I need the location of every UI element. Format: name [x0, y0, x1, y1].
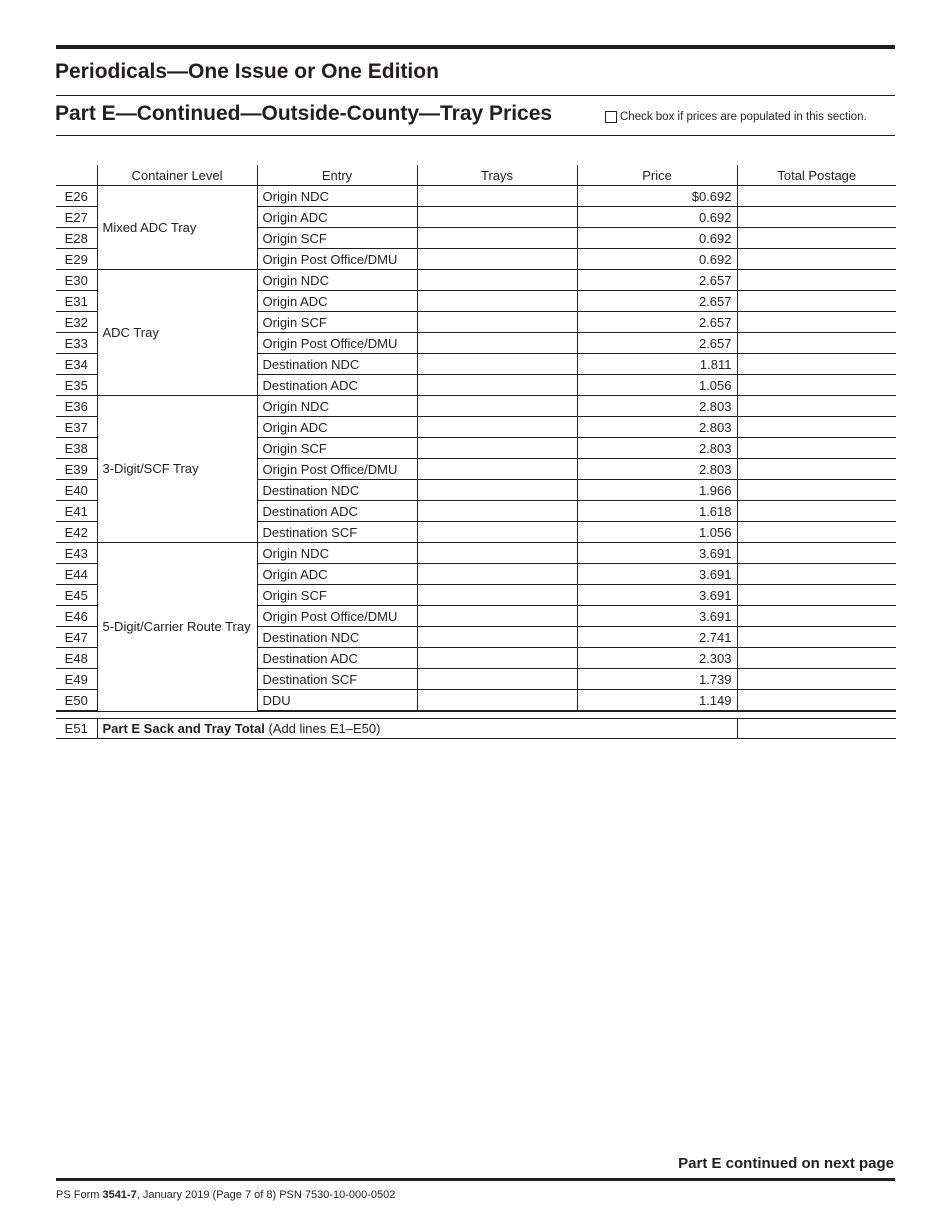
entry-cell: Destination NDC [257, 627, 417, 648]
line-number: E31 [56, 291, 97, 312]
total-postage-input-cell[interactable] [737, 564, 896, 585]
price-cell: 0.692 [577, 207, 737, 228]
price-cell: 3.691 [577, 543, 737, 564]
total-label [97, 719, 737, 739]
part-title: Part E—Continued—Outside-County—Tray Prices [55, 102, 553, 125]
total-label-note: (Add lines E1–E50) [264, 721, 381, 736]
line-number: E48 [56, 648, 97, 669]
entry-cell: Origin NDC [257, 186, 417, 207]
trays-input-cell[interactable] [417, 270, 577, 291]
entry-cell: Origin NDC [257, 270, 417, 291]
total-postage-input-cell[interactable] [737, 627, 896, 648]
footer-details: , January 2019 (Page 7 of 8) PSN 7530-10-000-0502 [136, 1189, 396, 1201]
table-row [56, 543, 896, 564]
line-number: E43 [56, 543, 97, 564]
total-postage-input-cell[interactable] [737, 291, 896, 312]
total-postage-input-cell[interactable] [737, 312, 896, 333]
total-postage-input-cell[interactable] [737, 669, 896, 690]
entry-cell: Origin ADC [257, 417, 417, 438]
trays-input-cell[interactable] [417, 333, 577, 354]
trays-input-cell[interactable] [417, 690, 577, 712]
line-number: E30 [56, 270, 97, 291]
column-header-container-level: Container Level [97, 165, 257, 186]
total-postage-input-cell[interactable] [737, 417, 896, 438]
price-cell: 1.966 [577, 480, 737, 501]
trays-input-cell[interactable] [417, 606, 577, 627]
entry-cell: Origin NDC [257, 543, 417, 564]
trays-input-cell[interactable] [417, 207, 577, 228]
total-postage-input-cell[interactable] [737, 186, 896, 207]
trays-input-cell[interactable] [417, 417, 577, 438]
table-body [56, 186, 896, 712]
price-cell: 3.691 [577, 564, 737, 585]
entry-cell: Destination SCF [257, 669, 417, 690]
line-number: E50 [56, 690, 97, 712]
total-postage-input-cell[interactable] [737, 333, 896, 354]
entry-cell: DDU [257, 690, 417, 712]
line-number: E37 [56, 417, 97, 438]
trays-input-cell[interactable] [417, 228, 577, 249]
column-header-entry: Entry [257, 165, 417, 186]
entry-cell: Destination ADC [257, 375, 417, 396]
line-number: E47 [56, 627, 97, 648]
price-cell: 1.739 [577, 669, 737, 690]
trays-input-cell[interactable] [417, 501, 577, 522]
trays-input-cell[interactable] [417, 564, 577, 585]
price-cell: 1.149 [577, 690, 737, 712]
entry-cell: Destination SCF [257, 522, 417, 543]
price-cell: 2.741 [577, 627, 737, 648]
trays-input-cell[interactable] [417, 669, 577, 690]
price-cell: 3.691 [577, 585, 737, 606]
total-postage-input-cell[interactable] [737, 228, 896, 249]
total-postage-input-cell[interactable] [737, 270, 896, 291]
trays-input-cell[interactable] [417, 438, 577, 459]
price-cell: 2.803 [577, 396, 737, 417]
line-number: E26 [56, 186, 97, 207]
tray-prices-table [56, 165, 896, 712]
trays-input-cell[interactable] [417, 375, 577, 396]
total-table [56, 718, 896, 739]
top-rule [56, 45, 895, 49]
line-number: E34 [56, 354, 97, 375]
line-number: E33 [56, 333, 97, 354]
line-number: E46 [56, 606, 97, 627]
bottom-rule [56, 1178, 895, 1181]
price-cell: 1.056 [577, 375, 737, 396]
form-title: Periodicals—One Issue or One Edition [55, 60, 439, 83]
container-level-cell: 5-Digit/Carrier Route Tray [97, 543, 257, 712]
line-number: E35 [56, 375, 97, 396]
price-cell: 2.657 [577, 312, 737, 333]
line-number: E42 [56, 522, 97, 543]
total-postage-input-cell[interactable] [737, 543, 896, 564]
line-number: E27 [56, 207, 97, 228]
total-postage-input-cell[interactable] [737, 249, 896, 270]
total-amount-field[interactable] [737, 719, 896, 739]
price-cell: 0.692 [577, 228, 737, 249]
trays-input-cell[interactable] [417, 396, 577, 417]
price-cell: 1.618 [577, 501, 737, 522]
header-divider [56, 135, 895, 136]
trays-input-cell[interactable] [417, 585, 577, 606]
line-number: E39 [56, 459, 97, 480]
line-number: E45 [56, 585, 97, 606]
trays-input-cell[interactable] [417, 312, 577, 333]
price-cell: 2.303 [577, 648, 737, 669]
trays-input-cell[interactable] [417, 291, 577, 312]
price-cell: 1.811 [577, 354, 737, 375]
entry-cell: Origin Post Office/DMU [257, 333, 417, 354]
price-cell: 2.803 [577, 438, 737, 459]
total-postage-input-cell[interactable] [737, 501, 896, 522]
entry-cell: Origin ADC [257, 207, 417, 228]
entry-cell: Origin NDC [257, 396, 417, 417]
column-header-line [56, 165, 97, 186]
line-number: E29 [56, 249, 97, 270]
price-cell: 1.056 [577, 522, 737, 543]
total-postage-input-cell[interactable] [737, 690, 896, 712]
trays-input-cell[interactable] [417, 480, 577, 501]
total-postage-input-cell[interactable] [737, 585, 896, 606]
price-cell: 2.657 [577, 291, 737, 312]
trays-input-cell[interactable] [417, 354, 577, 375]
line-number: E40 [56, 480, 97, 501]
entry-cell: Destination NDC [257, 354, 417, 375]
total-postage-input-cell[interactable] [737, 522, 896, 543]
trays-input-cell[interactable] [417, 648, 577, 669]
line-number: E51 [64, 721, 88, 736]
price-cell: 2.657 [577, 270, 737, 291]
footer-form-number: 3541-7 [102, 1189, 137, 1201]
table-row [56, 270, 896, 291]
entry-cell: Destination NDC [257, 480, 417, 501]
table-row [56, 396, 896, 417]
line-number: E36 [56, 396, 97, 417]
entry-cell: Origin Post Office/DMU [257, 459, 417, 480]
entry-cell: Origin ADC [257, 291, 417, 312]
price-cell: 2.657 [577, 333, 737, 354]
entry-cell: Origin SCF [257, 312, 417, 333]
footer-prefix: PS Form [56, 1189, 103, 1201]
container-level-cell: ADC Tray [97, 270, 257, 396]
total-postage-input-cell[interactable] [737, 459, 896, 480]
total-label-bold: Part E Sack and Tray Total [102, 721, 265, 736]
entry-cell: Destination ADC [257, 648, 417, 669]
total-postage-input-cell[interactable] [737, 648, 896, 669]
entry-cell: Origin ADC [257, 564, 417, 585]
total-postage-input-cell[interactable] [737, 438, 896, 459]
trays-input-cell[interactable] [417, 186, 577, 207]
checkbox-label: Check box if prices are populated in this section. [620, 111, 867, 123]
total-row [56, 719, 896, 739]
total-postage-input-cell[interactable] [737, 396, 896, 417]
entry-cell: Origin SCF [257, 585, 417, 606]
column-header-trays: Trays [417, 165, 577, 186]
table-header-row [56, 165, 896, 186]
line-number: E32 [56, 312, 97, 333]
price-cell: 0.692 [577, 249, 737, 270]
line-number: E44 [56, 564, 97, 585]
prices-populated-checkbox-group[interactable] [605, 111, 867, 123]
price-cell: 2.803 [577, 417, 737, 438]
line-number: E28 [56, 228, 97, 249]
entry-cell: Destination ADC [257, 501, 417, 522]
title-divider [56, 95, 895, 96]
line-number: E49 [56, 669, 97, 690]
total-postage-input-cell[interactable] [737, 480, 896, 501]
entry-cell: Origin Post Office/DMU [257, 249, 417, 270]
price-cell: $0.692 [577, 186, 737, 207]
prices-populated-checkbox[interactable] [605, 111, 617, 123]
column-header-price: Price [577, 165, 737, 186]
column-header-total-postage: Total Postage [737, 165, 896, 186]
entry-cell: Origin SCF [257, 228, 417, 249]
trays-input-cell[interactable] [417, 522, 577, 543]
form-footer [56, 1189, 395, 1201]
trays-input-cell[interactable] [417, 627, 577, 648]
total-postage-input-cell[interactable] [737, 207, 896, 228]
entry-cell: Origin SCF [257, 438, 417, 459]
container-level-cell: Mixed ADC Tray [97, 186, 257, 270]
total-postage-input-cell[interactable] [737, 354, 896, 375]
trays-input-cell[interactable] [417, 543, 577, 564]
trays-input-cell[interactable] [417, 459, 577, 480]
line-number: E41 [56, 501, 97, 522]
price-cell: 3.691 [577, 606, 737, 627]
container-level-cell: 3-Digit/SCF Tray [97, 396, 257, 543]
entry-cell: Origin Post Office/DMU [257, 606, 417, 627]
trays-input-cell[interactable] [417, 249, 577, 270]
total-postage-input-cell[interactable] [737, 375, 896, 396]
total-postage-input-cell[interactable] [737, 606, 896, 627]
line-number: E38 [56, 438, 97, 459]
continued-note: Part E continued on next page [678, 1155, 894, 1172]
table-row [56, 186, 896, 207]
price-cell: 2.803 [577, 459, 737, 480]
